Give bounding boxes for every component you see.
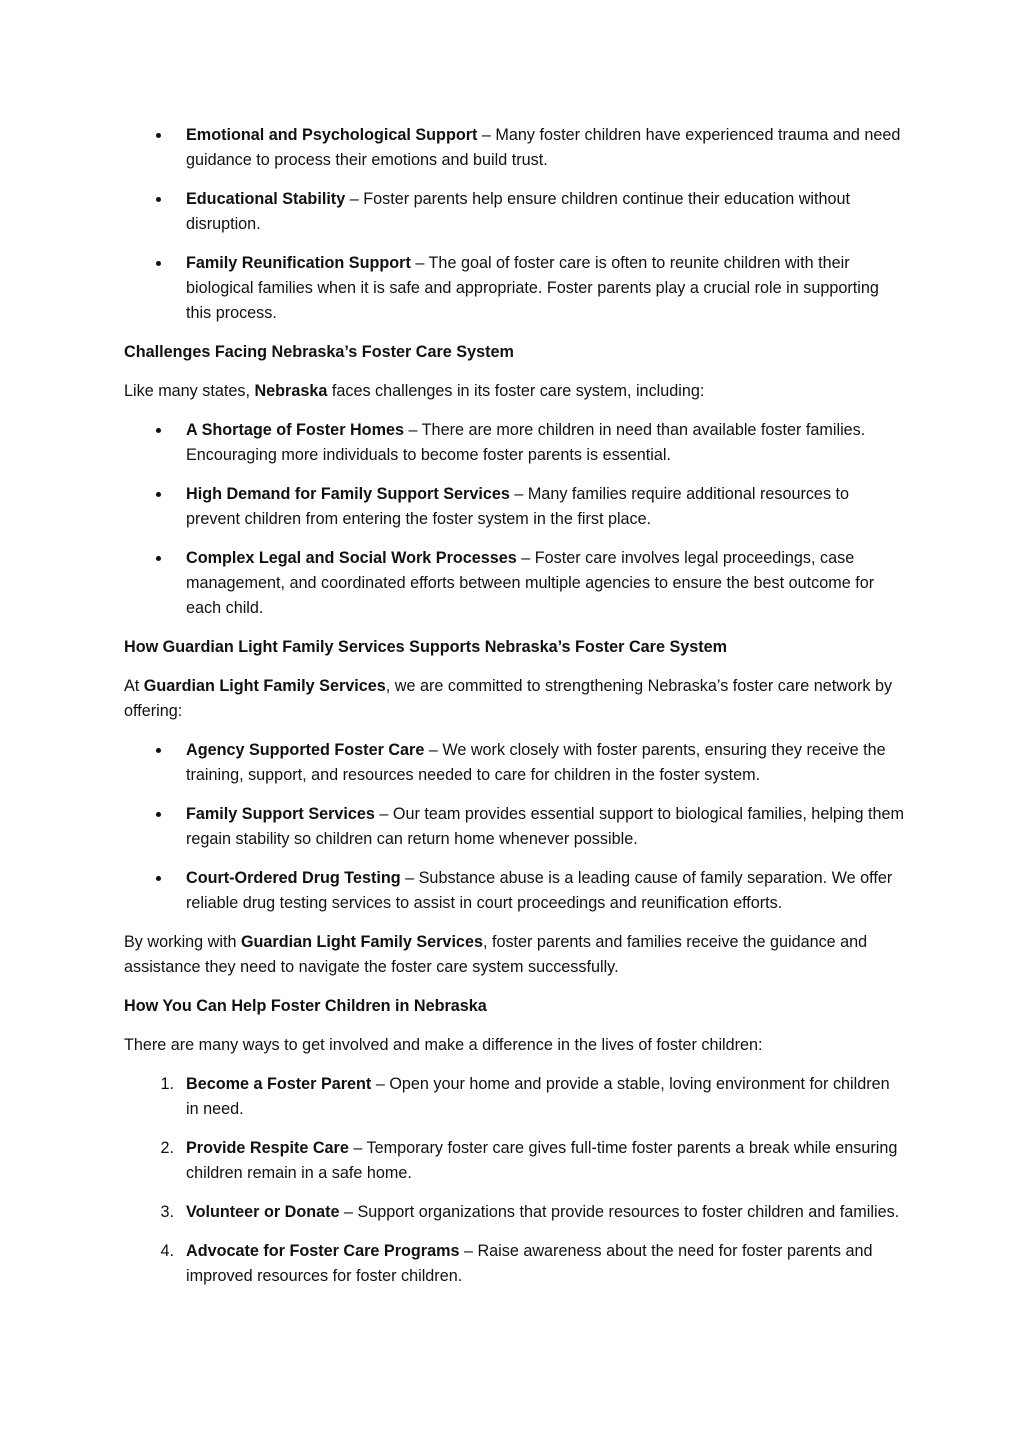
bullet-icon xyxy=(156,492,161,497)
bullet-icon xyxy=(156,748,161,753)
item-title: Family Support Services xyxy=(186,805,375,823)
bullet-icon xyxy=(156,812,161,817)
item-title: Educational Stability xyxy=(186,190,346,208)
item-text: – Our team provides essential support to biological families, helping them regain stability so children can return home whenever possible. xyxy=(186,805,905,848)
list-item xyxy=(124,802,904,852)
item-title: Provide Respite Care xyxy=(186,1139,349,1157)
item-title: Family Reunification Support xyxy=(186,254,411,272)
guardian-heading: How Guardian Light Family Services Supports Nebraska’s Foster Care System xyxy=(124,638,728,656)
item-number: 4. xyxy=(160,1242,174,1260)
list-item xyxy=(124,1072,904,1122)
list-item xyxy=(124,738,904,788)
list-item xyxy=(124,482,904,532)
list-item xyxy=(124,418,904,468)
bullet-icon xyxy=(156,556,161,561)
guardian-services-list xyxy=(124,738,904,916)
document-page xyxy=(124,123,904,1303)
item-text: – Many foster children have experienced trauma and need guidance to process their emotions and build trust. xyxy=(186,126,901,169)
list-item xyxy=(124,123,904,173)
closing-text: By working with xyxy=(124,933,241,951)
closing-bold: Guardian Light Family Services xyxy=(240,933,483,951)
closing-text: , foster parents and families receive the guidance and assistance they need to navigate the foster care system successfully. xyxy=(124,933,868,976)
item-title: Agency Supported Foster Care xyxy=(186,741,425,759)
item-text: – Many families require additional resources to prevent children from entering the foster system in the first place. xyxy=(186,485,850,528)
item-text: – Raise awareness about the need for foster parents and improved resources for foster children. xyxy=(186,1242,873,1285)
item-number: 2. xyxy=(160,1139,174,1157)
item-title: Emotional and Psychological Support xyxy=(186,126,478,144)
help-heading: How You Can Help Foster Children in Nebraska xyxy=(124,997,487,1015)
item-text: – Substance abuse is a leading cause of family separation. We offer reliable drug testing services to assist in court proceedings and reunification efforts. xyxy=(186,869,893,912)
bullet-icon xyxy=(156,133,161,138)
item-text: – Temporary foster care gives full-time foster parents a break while ensuring children remain in a safe home. xyxy=(186,1139,898,1182)
item-number: 1. xyxy=(160,1075,174,1093)
item-text: – Support organizations that provide resources to foster children and families. xyxy=(339,1203,900,1221)
item-text: – Foster parents help ensure children continue their education without disruption. xyxy=(186,190,851,233)
intro-bold: Guardian Light Family Services xyxy=(143,677,386,695)
help-intro: There are many ways to get involved and make a difference in the lives of foster children: xyxy=(124,1036,763,1054)
intro-text: Like many states, xyxy=(124,382,255,400)
item-text: – Foster care involves legal proceedings, case management, and coordinated efforts between multiple agencies to ensure the best outcome for each child. xyxy=(186,549,875,617)
item-number: 3. xyxy=(160,1203,174,1221)
list-item xyxy=(124,187,904,237)
list-item xyxy=(124,1200,904,1225)
bullet-icon xyxy=(156,261,161,266)
list-item xyxy=(124,251,904,326)
item-title: Court-Ordered Drug Testing xyxy=(186,869,401,887)
item-text: – We work closely with foster parents, ensuring they receive the training, support, and resources needed to care for children in the foster system. xyxy=(186,741,886,784)
item-title: High Demand for Family Support Services xyxy=(186,485,510,503)
challenges-intro xyxy=(124,379,904,404)
list-item xyxy=(124,1239,904,1289)
item-title: Advocate for Foster Care Programs xyxy=(186,1242,460,1260)
intro-bold: Nebraska xyxy=(254,382,328,400)
guardian-closing xyxy=(124,930,904,980)
intro-text: , we are committed to strengthening Nebraska’s foster care network by offering: xyxy=(124,677,893,720)
guardian-intro xyxy=(124,674,904,724)
list-item xyxy=(124,866,904,916)
bullet-icon xyxy=(156,428,161,433)
item-text: – There are more children in need than available foster families. Encouraging more individuals to become foster parents is essential. xyxy=(186,421,866,464)
list-item xyxy=(124,1136,904,1186)
list-item xyxy=(124,546,904,621)
intro-text: At xyxy=(124,677,144,695)
item-title: A Shortage of Foster Homes xyxy=(186,421,404,439)
item-title: Volunteer or Donate xyxy=(186,1203,340,1221)
intro-text: faces challenges in its foster care system, including: xyxy=(327,382,705,400)
bullet-icon xyxy=(156,197,161,202)
foster-parent-roles-list xyxy=(124,123,904,326)
help-list xyxy=(124,1072,904,1289)
challenges-heading: Challenges Facing Nebraska’s Foster Care System xyxy=(124,343,514,361)
item-title: Complex Legal and Social Work Processes xyxy=(186,549,517,567)
item-text: – The goal of foster care is often to reunite children with their biological families when it is safe and appropriate. Foster parents play a crucial role in supporting this process. xyxy=(186,254,879,322)
challenges-list xyxy=(124,418,904,621)
item-title: Become a Foster Parent xyxy=(186,1075,372,1093)
bullet-icon xyxy=(156,876,161,881)
item-text: – Open your home and provide a stable, loving environment for children in need. xyxy=(186,1075,890,1118)
